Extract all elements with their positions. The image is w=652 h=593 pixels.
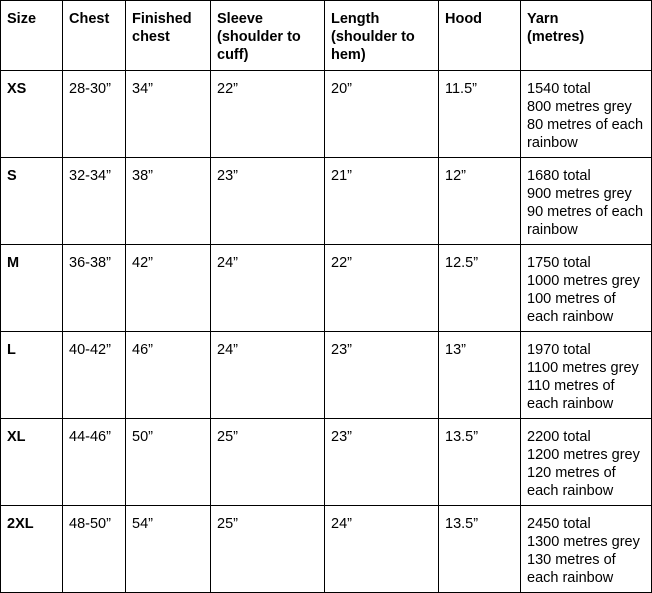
chest-cell: 44-46” bbox=[63, 419, 126, 506]
length-cell: 23” bbox=[325, 332, 439, 419]
header-chest bbox=[63, 1, 126, 71]
sleeve-cell: 24” bbox=[211, 245, 325, 332]
header-yarn-line-1: Yarn bbox=[527, 11, 559, 27]
hood-cell: 12.5” bbox=[439, 245, 521, 332]
yarn-line: 900 metres grey bbox=[527, 186, 632, 202]
sleeve-cell: 22” bbox=[211, 71, 325, 158]
finished-chest-cell: 38” bbox=[126, 158, 211, 245]
table-row bbox=[1, 506, 652, 593]
yarn-cell bbox=[521, 506, 652, 593]
yarn-line: 1000 metres grey bbox=[527, 273, 640, 289]
hood-cell: 13.5” bbox=[439, 506, 521, 593]
chest-cell: 40-42” bbox=[63, 332, 126, 419]
header-finished-chest bbox=[126, 1, 211, 71]
header-length-line-3: hem) bbox=[331, 47, 366, 63]
yarn-cell bbox=[521, 245, 652, 332]
length-cell: 22” bbox=[325, 245, 439, 332]
finished-chest-cell: 42” bbox=[126, 245, 211, 332]
chest-cell: 28-30” bbox=[63, 71, 126, 158]
sleeve-cell: 25” bbox=[211, 506, 325, 593]
header-length-line-2: (shoulder to bbox=[331, 29, 415, 45]
yarn-line: 800 metres grey bbox=[527, 99, 632, 115]
yarn-line: each rainbow bbox=[527, 570, 614, 586]
header-length bbox=[325, 1, 439, 71]
yarn-line: 1300 metres grey bbox=[527, 534, 640, 550]
yarn-line: 2200 total bbox=[527, 429, 591, 445]
size-cell: XS bbox=[1, 71, 63, 158]
yarn-line: 120 metres of bbox=[527, 465, 616, 481]
yarn-line: 1200 metres grey bbox=[527, 447, 640, 463]
yarn-cell bbox=[521, 419, 652, 506]
header-chest-line: Chest bbox=[69, 11, 110, 27]
yarn-line: 2450 total bbox=[527, 516, 591, 532]
length-cell: 23” bbox=[325, 419, 439, 506]
header-size bbox=[1, 1, 63, 71]
size-cell: 2XL bbox=[1, 506, 63, 593]
yarn-line: rainbow bbox=[527, 135, 578, 151]
header-yarn-line-2: (metres) bbox=[527, 29, 585, 45]
yarn-line: each rainbow bbox=[527, 309, 614, 325]
size-cell: XL bbox=[1, 419, 63, 506]
header-finished-chest-line-1: Finished bbox=[132, 11, 192, 27]
yarn-line: rainbow bbox=[527, 222, 578, 238]
sleeve-cell: 25” bbox=[211, 419, 325, 506]
table-row bbox=[1, 71, 652, 158]
yarn-line: 1100 metres grey bbox=[527, 360, 639, 376]
size-cell: S bbox=[1, 158, 63, 245]
length-cell: 21” bbox=[325, 158, 439, 245]
size-cell: L bbox=[1, 332, 63, 419]
table-row bbox=[1, 158, 652, 245]
header-length-line-1: Length bbox=[331, 11, 380, 27]
yarn-cell bbox=[521, 332, 652, 419]
header-hood bbox=[439, 1, 521, 71]
finished-chest-cell: 34” bbox=[126, 71, 211, 158]
header-size-line: Size bbox=[7, 11, 37, 27]
table-row bbox=[1, 419, 652, 506]
sleeve-cell: 24” bbox=[211, 332, 325, 419]
finished-chest-cell: 46” bbox=[126, 332, 211, 419]
hood-cell: 13.5” bbox=[439, 419, 521, 506]
hood-cell: 13” bbox=[439, 332, 521, 419]
yarn-cell bbox=[521, 71, 652, 158]
size-cell: M bbox=[1, 245, 63, 332]
header-sleeve-line-2: (shoulder to bbox=[217, 29, 301, 45]
yarn-line: 130 metres of bbox=[527, 552, 616, 568]
yarn-line: 1540 total bbox=[527, 81, 591, 97]
yarn-line: 100 metres of bbox=[527, 291, 616, 307]
header-row bbox=[1, 1, 652, 71]
header-sleeve bbox=[211, 1, 325, 71]
chest-cell: 48-50” bbox=[63, 506, 126, 593]
sleeve-cell: 23” bbox=[211, 158, 325, 245]
yarn-line: 1680 total bbox=[527, 168, 591, 184]
yarn-line: 80 metres of each bbox=[527, 117, 644, 133]
hood-cell: 12” bbox=[439, 158, 521, 245]
yarn-line: 90 metres of each bbox=[527, 204, 644, 220]
header-sleeve-line-3: cuff) bbox=[217, 47, 249, 63]
length-cell: 24” bbox=[325, 506, 439, 593]
chest-cell: 32-34” bbox=[63, 158, 126, 245]
yarn-cell bbox=[521, 158, 652, 245]
table-row bbox=[1, 332, 652, 419]
header-finished-chest-line-2: chest bbox=[132, 29, 170, 45]
yarn-line: 1750 total bbox=[527, 255, 591, 271]
finished-chest-cell: 54” bbox=[126, 506, 211, 593]
yarn-line: each rainbow bbox=[527, 483, 614, 499]
yarn-line: 110 metres of bbox=[527, 378, 615, 394]
header-sleeve-line-1: Sleeve bbox=[217, 11, 263, 27]
yarn-line: 1970 total bbox=[527, 342, 591, 358]
length-cell: 20” bbox=[325, 71, 439, 158]
chest-cell: 36-38” bbox=[63, 245, 126, 332]
yarn-line: each rainbow bbox=[527, 396, 614, 412]
table-row bbox=[1, 245, 652, 332]
hood-cell: 11.5” bbox=[439, 71, 521, 158]
finished-chest-cell: 50” bbox=[126, 419, 211, 506]
header-yarn bbox=[521, 1, 652, 71]
header-hood-line: Hood bbox=[445, 11, 483, 27]
